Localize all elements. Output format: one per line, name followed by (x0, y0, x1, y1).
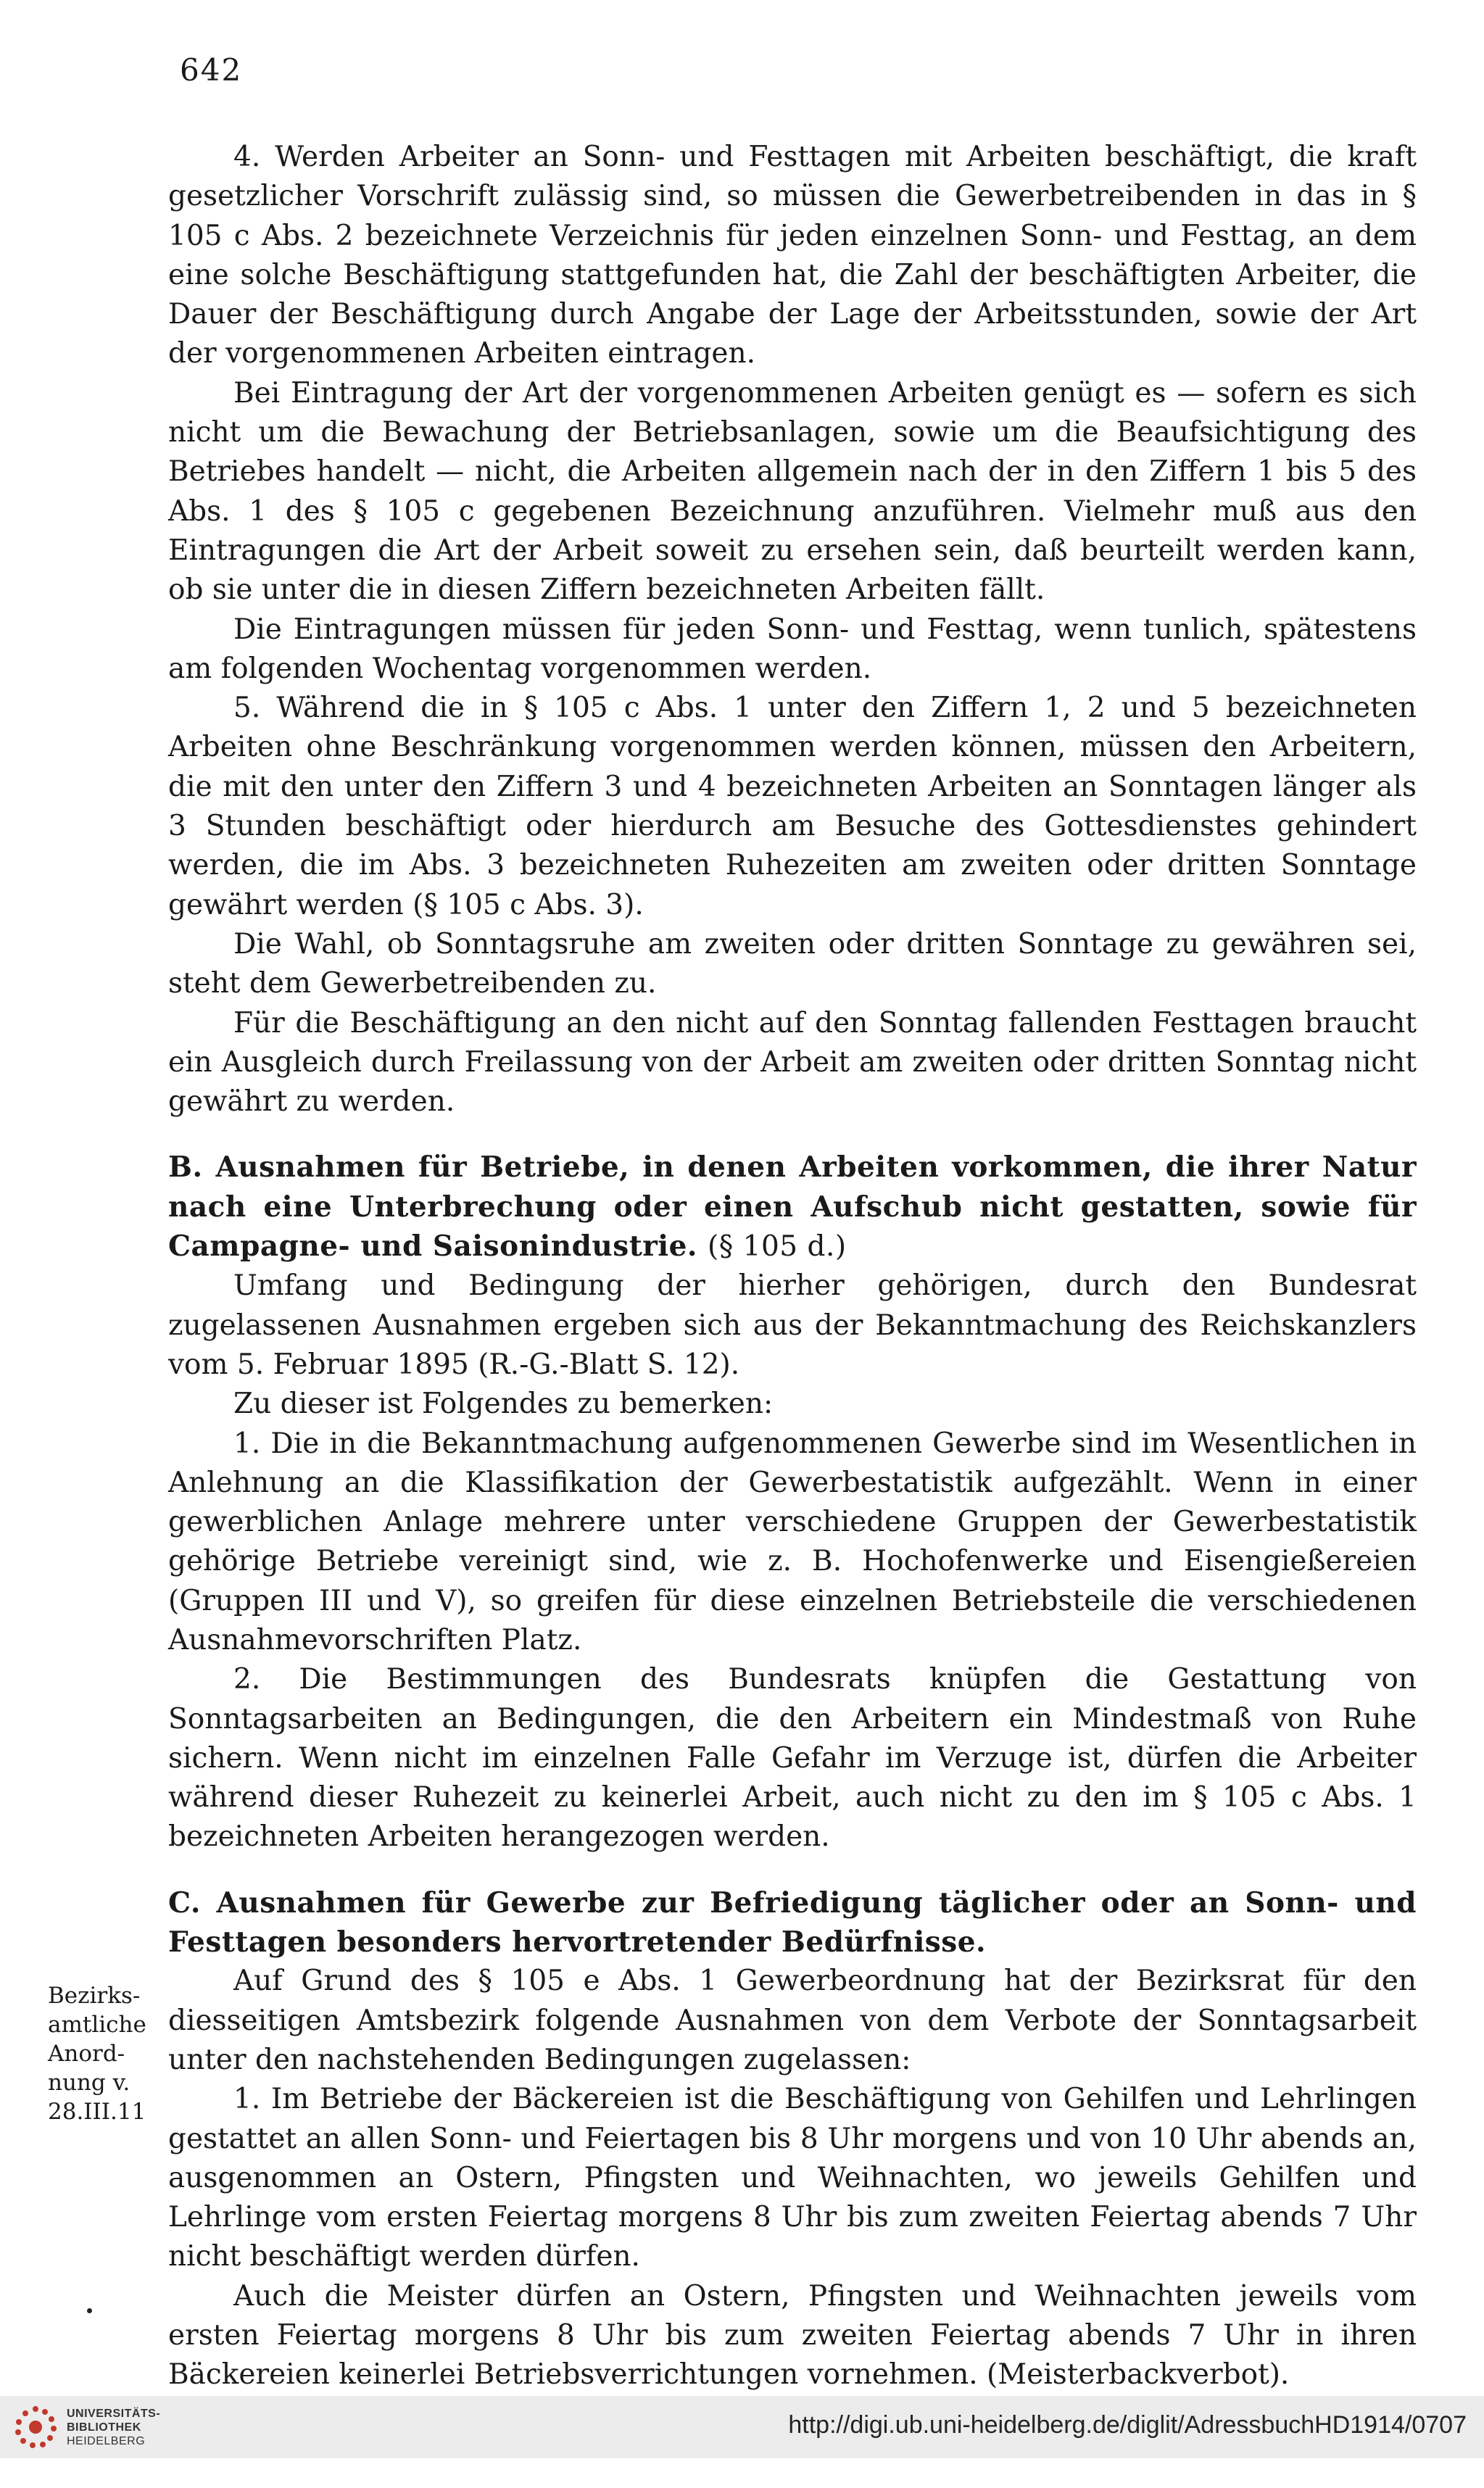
margin-note-line: nung v. (48, 2070, 130, 2096)
margin-note-line: Bezirks- (48, 1983, 141, 2009)
library-name-line: BIBLIOTHEK (67, 2421, 141, 2434)
paragraph-festtage: Für die Beschäftigung an den nicht auf den Sonntag fallenden Festtagen braucht ein Ausgleich durch Freilassung von der Arbeit am zweiten oder dritten Sonntag nicht gewährt zu werden. (168, 1006, 1417, 1119)
section-c-title: Ausnahmen für Gewerbe zur Befriedigung täglicher oder an Sonn- und Festtagen besonders hervortretender Bedürfnisse. (168, 1886, 1417, 1960)
library-name-line: HEIDELBERG (67, 2434, 146, 2447)
paragraph-item-2: 2. Die Bestimmungen des Bundesrats knüpfen die Gestattung von Sonntagsarbeiten an Bedingungen, die den Arbeitern ein Mindestmaß von Ruhe sichern. Wenn nicht im einzelnen Falle Gefahr im Verzuge ist, dürfen die Arbeiter während dieser Ruhezeit zu keinerlei Arbeit, auch nicht zu den im § 105 c Abs. 1 bezeichneten Arbeiten herangezogen werden. (168, 1663, 1417, 1854)
library-logo[interactable] (13, 2405, 187, 2450)
paragraph-bemerken: Zu dieser ist Folgendes zu bemerken: (233, 1388, 774, 1421)
ink-dot (87, 2308, 92, 2313)
paragraph-umfang: Umfang und Bedingung der hierher gehörigen, durch den Bundesrat zugelassenen Ausnahmen ergeben sich aus der Bekanntmachung des Reichskanzlers vom 5. Februar 1895 (R.-G.-Blatt S. 12). (168, 1269, 1417, 1381)
margin-note-line: amtliche (48, 2012, 146, 2038)
paragraph-wahl: Die Wahl, ob Sonntagsruhe am zweiten oder dritten Sonntage zu gewähren sei, steht dem Gewerbetreibenden zu. (168, 927, 1417, 1000)
paragraph-baeckereien: 1. Im Betriebe der Bäckereien ist die Beschäftigung von Gehilfen und Lehrlingen gestattet an allen Sonn- und Feiertagen bis 8 Uhr morgens und von 10 Uhr abends an, ausgenommen an Ostern, Pfingsten und Weihnachten, wo jeweils Gehilfen und Lehrlinge vom ersten Feiertag morgens 8 Uhr bis zum zweiten Feiertag abends 7 Uhr nicht beschäftigt werden dürfen. (168, 2083, 1417, 2273)
section-c-letter: C. (168, 1886, 201, 1920)
paragraph-item-1: 1. Die in die Bekanntmachung aufgenommenen Gewerbe sind im Wesentlichen in Anlehnung an die Klassifikation der Gewerbestatistik aufgezählt. Wenn in einer gewerblichen Anlage mehrere unter verschiedene Gruppen der Gewerbestatistik gehörige Betriebe vereinigt sind, wie z. B. Hochofenwerke und Eisengießereien (Gruppen III und V), so greifen für diese einzelnen Betriebsteile die verschiedenen Ausnahmevorschriften Platz. (168, 1427, 1417, 1656)
paragraph-auf-grund: Auf Grund des § 105 e Abs. 1 Gewerbeordnung hat der Bezirksrat für den diesseitigen Amtsbezirk folgende Ausnahmen von dem Verbote der Sonntagsarbeit unter den nachstehenden Bedingungen zugelassen: (168, 1965, 1417, 2076)
section-b-heading (168, 1148, 1417, 1266)
library-name (67, 2407, 160, 2448)
margin-note-line: 28.III.11 (48, 2099, 146, 2125)
page-number: 642 (180, 52, 243, 88)
source-url[interactable] (788, 2411, 1467, 2439)
margin-note-line: Anord- (48, 2041, 125, 2067)
section-c-heading (168, 1883, 1417, 1962)
paragraph-meister: Auch die Meister dürfen an Ostern, Pfingsten und Weihnachten jeweils vom ersten Feiertag morgens 8 Uhr bis zum zweiten Feiertag abends 7 Uhr in ihren Bäckereien keinerlei Betriebsverrichtungen vornehmen. (Meisterbackverbot). (168, 2279, 1417, 2392)
paragraph-5: 5. Während die in § 105 c Abs. 1 unter den Ziffern 1, 2 und 5 bezeichneten Arbeiten ohne Beschränkung vorgenommen werden können, müssen den Arbeitern, die mit den unter den Ziffern 3 und 4 bezeichneten Arbeiten an Sonntagen länger als 3 Stunden beschäftigt oder hierdurch am Besuche des Gottesdienstes gehindert werden, die im Abs. 3 bezeichneten Ruhezeiten am zweiten oder dritten Sonntage gewährt werden (§ 105 c Abs. 3). (168, 692, 1417, 921)
page-body (168, 138, 1417, 2395)
section-b-letter: B. (168, 1150, 203, 1185)
paragraph-eintragung: Bei Eintragung der Art der vorgenommenen Arbeiten genügt es — sofern es sich nicht um die Bewachung der Betriebsanlagen, sowie um die Beaufsichtigung des Betriebes handelt — nicht, die Arbeiten allgemein nach der in den Ziffern 1 bis 5 des Abs. 1 des § 105 c gegebenen Bezeichnung anzuführen. Vielmehr muß aus den Eintragungen die Art der Arbeit soweit zu ersehen sein, daß beurteilt werden kann, ob sie unter die in diesen Ziffern bezeichneten Arbeiten fällt. (168, 376, 1417, 607)
paragraph-eintragungen-frist: Die Eintragungen müssen für jeden Sonn- und Festtag, wenn tunlich, spätestens am folgenden Wochentag vorgenommen werden. (168, 613, 1417, 685)
section-b-reference: (§ 105 d.) (708, 1230, 847, 1264)
source-url-link[interactable]: http://digi.ub.uni-heidelberg.de/diglit/AdressbuchHD1914/0707 (788, 2411, 1467, 2439)
margin-note (48, 1981, 171, 2126)
library-seal-icon (13, 2405, 58, 2450)
library-name-line: UNIVERSITÄTS- (67, 2407, 161, 2420)
section-b-title: Ausnahmen für Betriebe, in denen Arbeiten vorkommen, die ihrer Natur nach eine Unterbrechung oder einen Aufschub nicht gestatten, sowie für Campagne- und Saisonindustrie. (168, 1150, 1417, 1264)
paragraph-4: 4. Werden Arbeiter an Sonn- und Festtagen mit Arbeiten beschäftigt, die kraft gesetzlicher Vorschrift zulässig sind, so müssen die Gewerbetreibenden in das in § 105 c Abs. 2 bezeichnete Verzeichnis für jeden einzelnen Sonn- und Festtag, an dem eine solche Beschäftigung stattgefunden hat, die Zahl der beschäftigten Arbeiter, die Dauer der Beschäftigung durch Angabe der Lage der Arbeitsstunden, sowie der Art der vorgenommenen Arbeiten eintragen. (168, 141, 1417, 370)
